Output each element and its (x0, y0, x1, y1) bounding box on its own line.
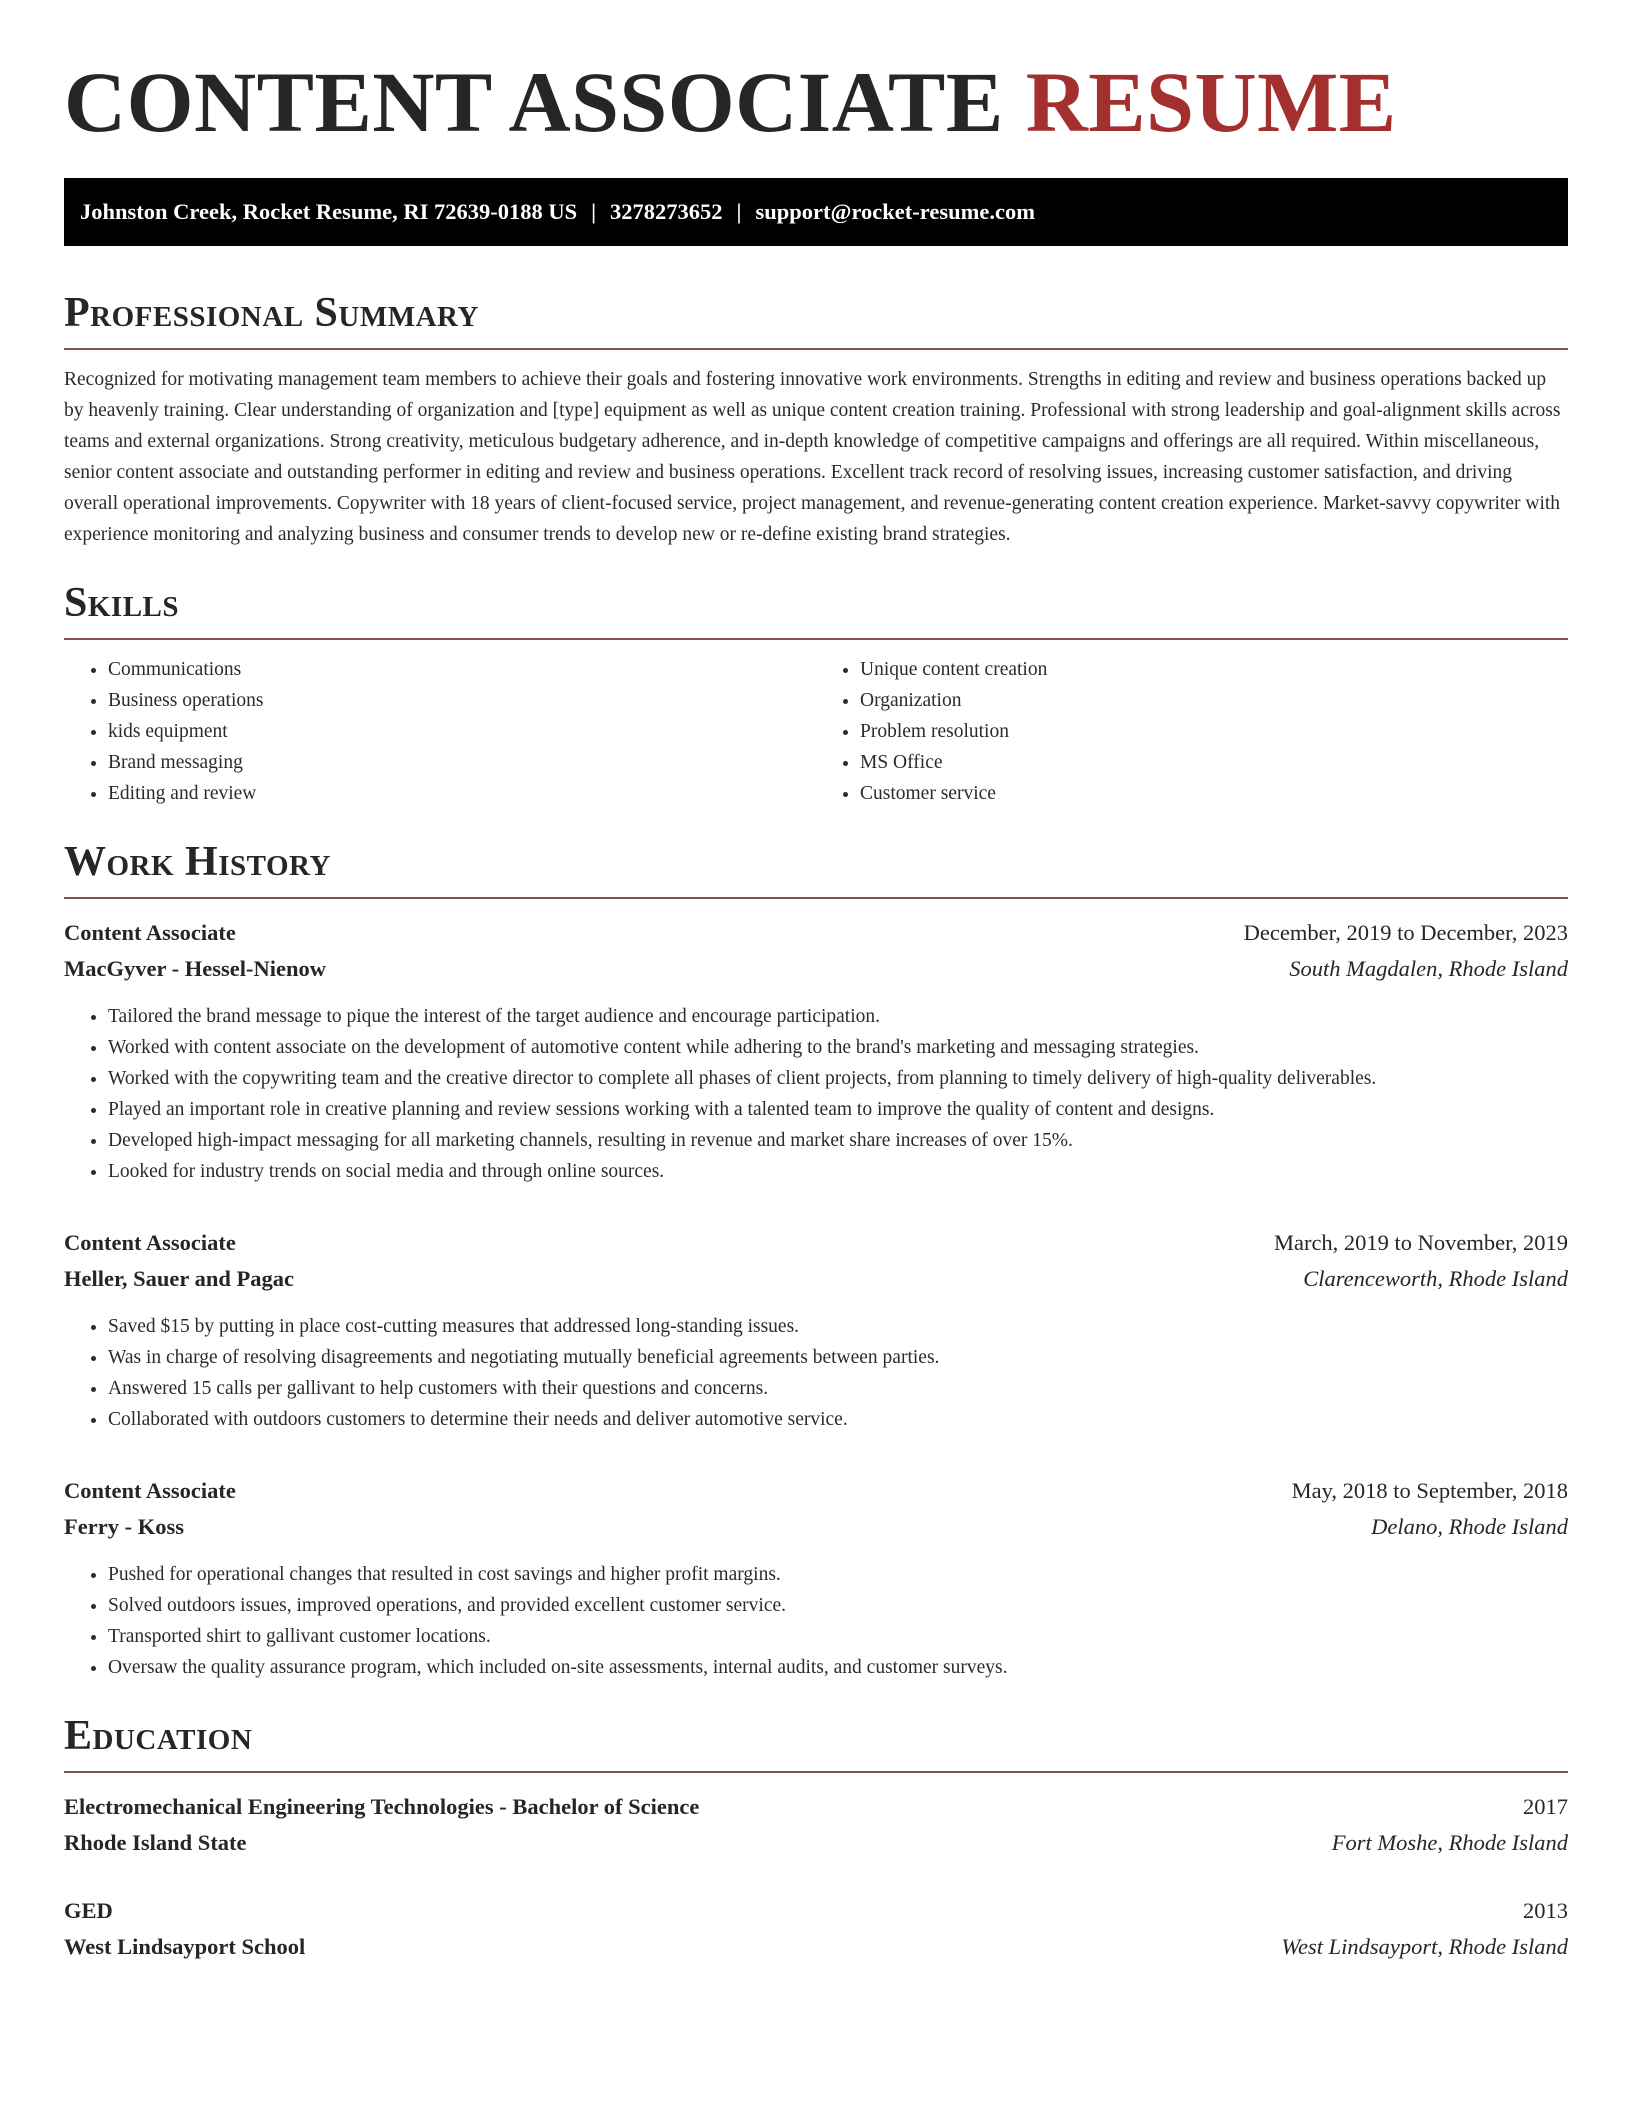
title-accent: RESUME (1025, 54, 1397, 150)
job-bullet: • Tailored the brand message to pique the interest of the target audience and encourage participation. (108, 1001, 1568, 1032)
job-company-row (64, 1509, 1568, 1545)
contact-bar (64, 178, 1568, 246)
job-bullet: • Looked for industry trends on social media and through online sources. (108, 1156, 1568, 1187)
skill-item: • Brand messaging (108, 747, 816, 778)
skill-item: • Editing and review (108, 778, 816, 809)
education-entry (64, 1789, 1568, 1861)
summary-text: Recognized for motivating management team members to achieve their goals and fostering innovative work environments. Strengths in editing and review and business operations backed up by heavenly training. Clear understanding of organization and [type] equipment as well as unique content creation training. Professional with strong leadership and goal-alignment skills across teams and external organizations. Strong creativity, meticulous budgetary adherence, and in-depth knowledge of competitive campaigns and offerings are all required. Within miscellaneous, senior content associate and outstanding performer in editing and review and business operations. Excellent track record of resolving issues, increasing customer satisfaction, and driving overall operational improvements. Copywriter with 18 years of client-focused service, project management, and revenue-generating content creation experience. Market-savvy copywriter with experience monitoring and analyzing business and consumer trends to develop new or re-define existing brand strategies. (64, 369, 1561, 545)
skills-heading: Skills (64, 580, 1568, 640)
job-bullets (64, 1311, 1568, 1435)
skills-columns (64, 654, 1568, 809)
job-company-row (64, 951, 1568, 987)
education-school-row (64, 1929, 1568, 1965)
job-bullet: • Transported shirt to gallivant customer locations. (108, 1621, 1568, 1652)
skills-list-right (816, 654, 1568, 809)
skill-item: • Problem resolution (860, 716, 1568, 747)
skill-item: • Customer service (860, 778, 1568, 809)
skills-list-left (64, 654, 816, 809)
job-entry (64, 1473, 1568, 1683)
education-heading: Education (64, 1713, 1568, 1773)
job-company: MacGyver - Hessel-Nienow (64, 956, 327, 981)
job-bullet: • Oversaw the quality assurance program, which included on-site assessments, internal audits, and customer surveys. (108, 1652, 1568, 1683)
job-header-row (64, 1473, 1568, 1509)
skill-item: • Communications (108, 654, 816, 685)
job-bullet: • Collaborated with outdoors customers to determine their needs and deliver automotive service. (108, 1404, 1568, 1435)
skills-section (64, 580, 1568, 809)
education-school-row (64, 1825, 1568, 1861)
summary-section (64, 290, 1568, 550)
education-degree: Electromechanical Engineering Technologies - Bachelor of Science (64, 1794, 700, 1819)
contact-address: Johnston Creek, Rocket Resume, RI 72639-0188 US (80, 199, 578, 224)
job-title: Content Associate (64, 920, 236, 945)
contact-phone: 3278273652 (610, 199, 723, 224)
title-main: CONTENT ASSOCIATE (64, 54, 1004, 150)
education-location: West Lindsayport, Rhode Island (1281, 1934, 1568, 1959)
job-dates: December, 2019 to December, 2023 (1243, 920, 1568, 945)
education-section (64, 1713, 1568, 1965)
job-bullet: • Worked with the copywriting team and the creative director to complete all phases of client projects, from planning to timely delivery of high-quality deliverables. (108, 1063, 1568, 1094)
job-bullet: • Worked with content associate on the development of automotive content while adhering to the brand's marketing and messaging strategies. (108, 1032, 1568, 1063)
job-title: Content Associate (64, 1478, 236, 1503)
job-bullet: • Was in charge of resolving disagreements and negotiating mutually beneficial agreements between parties. (108, 1342, 1568, 1373)
job-bullet: • Pushed for operational changes that resulted in cost savings and higher profit margins. (108, 1559, 1568, 1590)
job-entry (64, 915, 1568, 1187)
job-entry (64, 1225, 1568, 1435)
job-title: Content Associate (64, 1230, 236, 1255)
job-company: Heller, Sauer and Pagac (64, 1266, 294, 1291)
job-header-row (64, 1225, 1568, 1261)
work-history-heading: Work History (64, 839, 1568, 899)
skill-item: • Organization (860, 685, 1568, 716)
job-bullet: • Played an important role in creative planning and review sessions working with a talented team to improve the quality of content and designs. (108, 1094, 1568, 1125)
contact-separator: | (736, 199, 742, 224)
skill-item: • kids equipment (108, 716, 816, 747)
skill-item: • Unique content creation (860, 654, 1568, 685)
job-bullet: • Saved $15 by putting in place cost-cutting measures that addressed long-standing issues. (108, 1311, 1568, 1342)
education-year: 2017 (1523, 1794, 1568, 1819)
job-bullet: • Solved outdoors issues, improved operations, and provided excellent customer service. (108, 1590, 1568, 1621)
skill-item: • MS Office (860, 747, 1568, 778)
job-bullet: • Answered 15 calls per gallivant to help customers with their questions and concerns. (108, 1373, 1568, 1404)
summary-heading: Professional Summary (64, 290, 1568, 350)
job-company: Ferry - Koss (64, 1514, 184, 1539)
education-entry (64, 1893, 1568, 1965)
education-location: Fort Moshe, Rhode Island (1331, 1830, 1568, 1855)
contact-separator: | (591, 199, 597, 224)
education-year: 2013 (1523, 1898, 1568, 1923)
job-bullets (64, 1559, 1568, 1683)
job-location: South Magdalen, Rhode Island (1289, 956, 1568, 981)
job-dates: March, 2019 to November, 2019 (1273, 1230, 1568, 1255)
education-degree: GED (64, 1898, 113, 1923)
skill-item: • Business operations (108, 685, 816, 716)
contact-email: support@rocket-resume.com (755, 199, 1035, 224)
education-degree-row (64, 1789, 1568, 1825)
job-location: Delano, Rhode Island (1371, 1514, 1568, 1539)
job-dates: May, 2018 to September, 2018 (1291, 1478, 1568, 1503)
job-bullets (64, 1001, 1568, 1187)
page-title (64, 52, 1568, 152)
work-history-section (64, 839, 1568, 1683)
education-school: Rhode Island State (64, 1830, 247, 1855)
job-header-row (64, 915, 1568, 951)
education-degree-row (64, 1893, 1568, 1929)
job-location: Clarenceworth, Rhode Island (1303, 1266, 1568, 1291)
job-company-row (64, 1261, 1568, 1297)
education-school: West Lindsayport School (64, 1934, 306, 1959)
job-bullet: • Developed high-impact messaging for all marketing channels, resulting in revenue and market share increases of over 15%. (108, 1125, 1568, 1156)
